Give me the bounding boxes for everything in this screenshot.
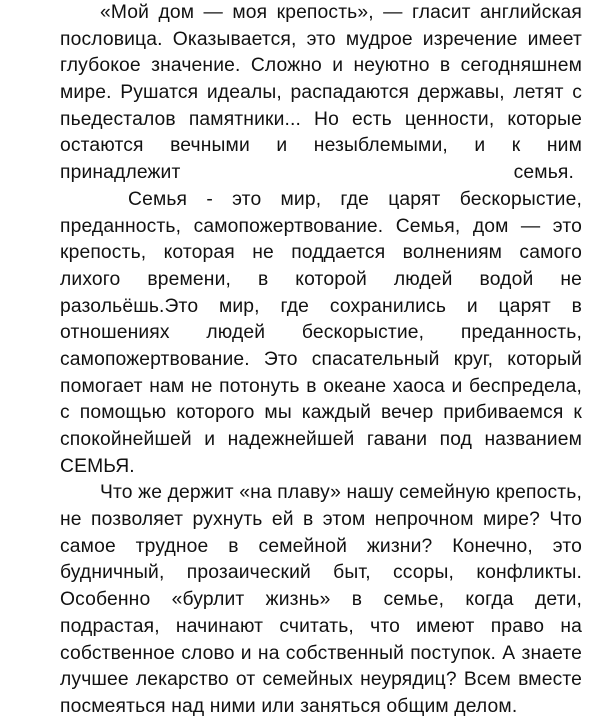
text-line: глубокое значение. Сложно и неуютно в сегодняшнем	[60, 55, 582, 77]
text-line: СЕМЬЯ.	[60, 455, 135, 477]
text-line: посмеяться над ними или заняться общим делом.	[60, 695, 518, 717]
text-line: будничный, прозаический быт, ссоры, конфликты.	[60, 562, 582, 584]
text-line: с помощью которого мы каждый вечер прибиваемся к	[60, 402, 582, 424]
text-line: остаются вечными и незыблемыми, и к ним	[60, 135, 582, 157]
text-line: пословица. Оказывается, это мудрое изречение имеет	[60, 28, 582, 50]
text-line: отношениях людей бескорыстие, преданность,	[60, 322, 582, 344]
text-line: самопожертвование. Это спасательный круг, который	[60, 348, 582, 370]
text-line: «Мой дом — моя крепость», — гласит английская	[100, 2, 582, 23]
text-line: разольёшь.Это мир, где сохранились и царят в	[60, 295, 582, 317]
text-line: мире. Рушатся идеалы, распадаются державы, летят с	[60, 82, 582, 104]
text-line: собственное слово и на собственный поступок. А знаете	[60, 642, 582, 664]
paragraph-3	[20, 480, 582, 720]
text-line: Семья - это мир, где царят бескорыстие,	[128, 188, 582, 210]
text-line: Что же держит «на плаву» нашу семейную крепость,	[100, 482, 582, 504]
paragraph-1	[20, 0, 582, 187]
text-line: подрастая, начинают считать, что имеют право на	[60, 615, 582, 637]
paragraph-2	[20, 187, 582, 481]
text-line: крепость, которая не поддается волнениям самого	[60, 242, 582, 264]
document-body	[20, 0, 582, 721]
text-line: помогает нам не потонуть в океане хаоса и беспредела,	[60, 375, 582, 397]
text-line: самое трудное в семейной жизни? Конечно, это	[60, 535, 582, 557]
text-line: не позволяет рухнуть ей в этом непрочном мире? Что	[60, 509, 582, 531]
text-line: пьедесталов памятники... Но есть ценности, которые	[60, 108, 582, 130]
text-line: спокойнейшей и надежнейшей гавани под названием	[60, 429, 582, 450]
text-line: лихого времени, в которой людей водой не	[60, 268, 582, 290]
text-line: преданность, самопожертвование. Семья, дом — это	[60, 215, 582, 237]
text-line: лучшее лекарство от семейных неурядиц? Всем вместе	[60, 669, 582, 691]
text-line: Особенно «бурлит жизнь» в семье, когда дети,	[60, 589, 582, 611]
text-line: принадлежит семья.	[60, 162, 574, 184]
